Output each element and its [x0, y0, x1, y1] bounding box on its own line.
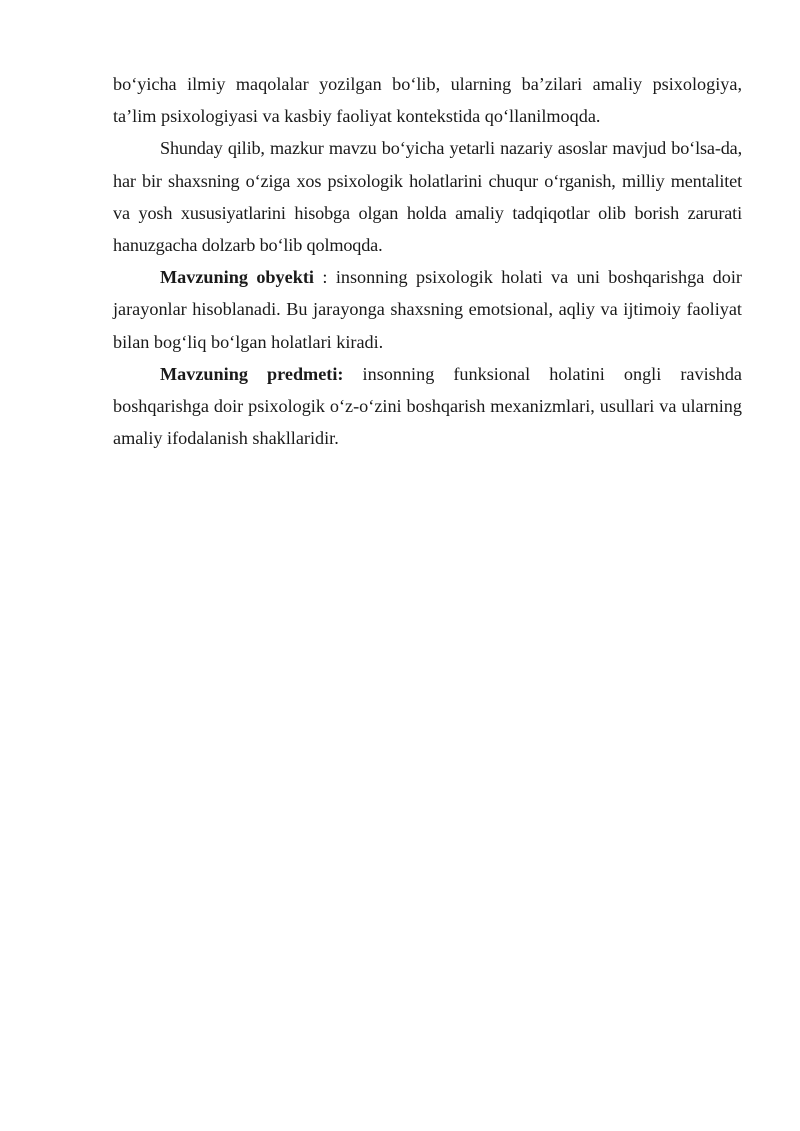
term-subject: Mavzuning predmeti:: [160, 363, 344, 384]
paragraph-continuation: [113, 68, 742, 132]
paragraph-text: insonning funksional holatini ongli ravishda boshqarishga doir psixologik o‘z-o‘zini boshqarish mexanizmlari, usullari va ularning amaliy ifodalanish shakllaridir.: [113, 363, 742, 449]
body-text: [113, 68, 742, 454]
paragraph-text: : insonning psixologik holati va uni boshqarishga doir jarayonlar hisoblanadi. Bu jarayonga shaxsning emotsional, aqliy va ijtimoiy faoliyat bilan bog‘liq bo‘lgan holatlari kiradi.: [113, 267, 742, 352]
paragraph-subject: [113, 358, 742, 455]
paragraph-text: Shunday qilib, mazkur mavzu bo‘yicha yetarli nazariy asoslar mavjud bo‘lsa-da, har bir shaxsning o‘ziga xos psixologik holatlarini chuqur o‘rganish, milliy mentalitet va yosh xususiyatlarini hisobga olgan holda amaliy tadqiqotlar olib borish zarurati hanuzgacha dolzarb bo‘lib qolmoqda.: [113, 138, 742, 256]
paragraph-object: [113, 261, 742, 358]
paragraph-summary: [113, 132, 742, 261]
paragraph-text: bo‘yicha ilmiy maqolalar yozilgan bo‘lib, ularning ba’zilari amaliy psixologiya, ta’lim psixologiyasi va kasbiy faoliyat kontekstida qo‘llanilmoqda.: [113, 74, 742, 127]
term-object: Mavzuning obyekti: [160, 267, 314, 288]
